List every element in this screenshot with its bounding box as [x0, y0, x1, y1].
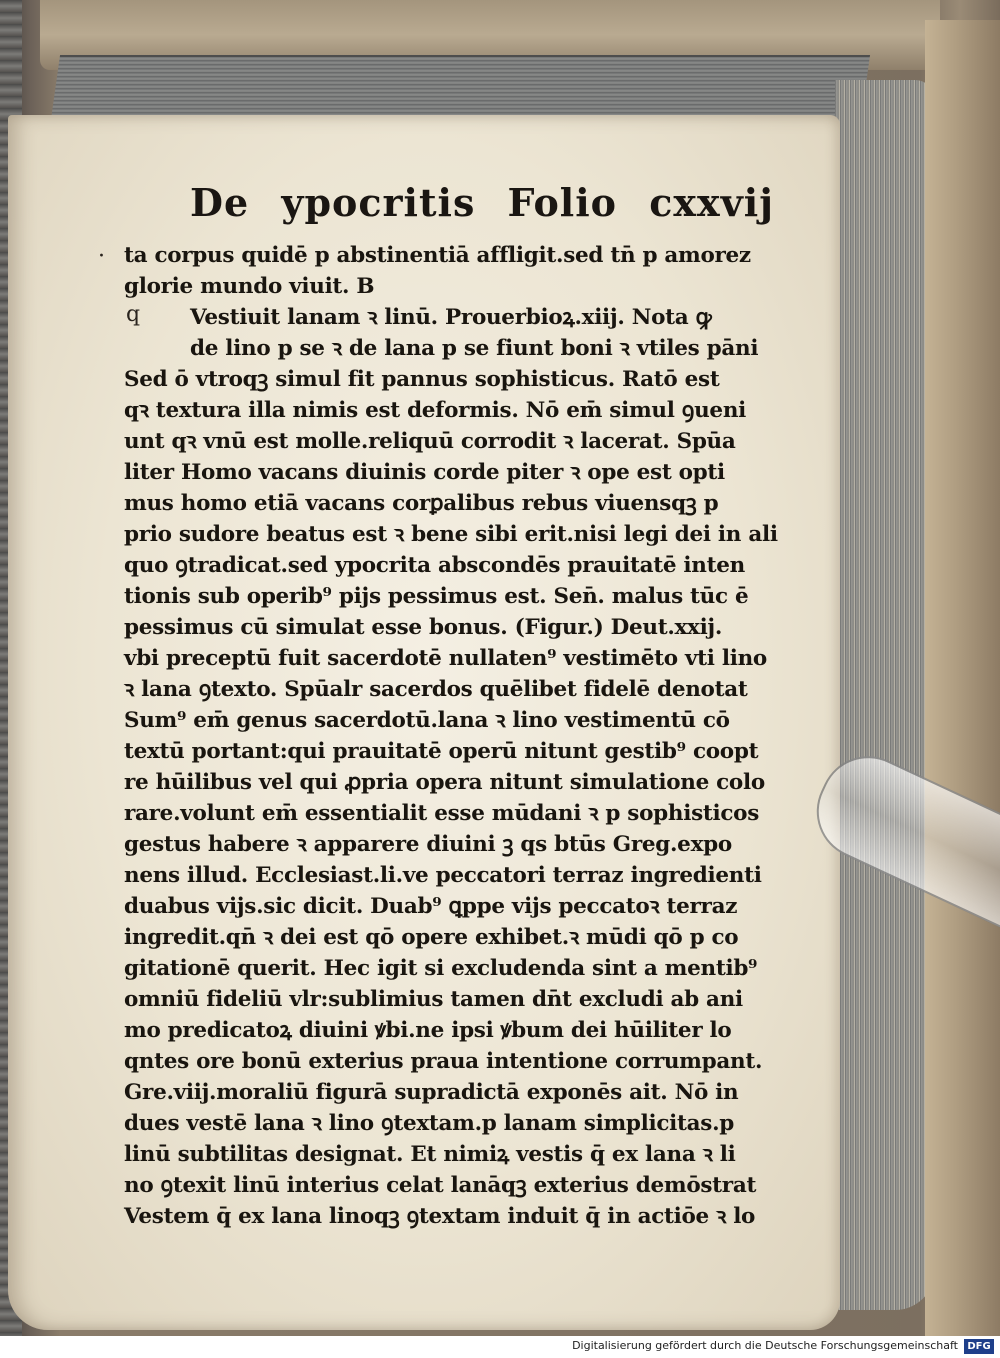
text-line: gestus habere ꝛ apparere diuini ꝫ qs btūs Greg.expo — [124, 832, 732, 857]
text-line: glorie mundo viuit. B — [124, 274, 375, 299]
text-line: no ꝯtexit linū interius celat lanāqꝫ exterius demōstrat — [124, 1173, 757, 1198]
text-line: tionis sub operib⁹ pijs pessimus est. Sen̄. malus tūc ē — [124, 584, 749, 609]
text-line: dues vestē lana ꝛ lino ꝯtextam.p lanam simplicitas.p — [124, 1111, 735, 1136]
text-line: Vestiuit lanam ꝛ linū. Prouerbioꝝ.xiij. Nota ꝙ — [190, 305, 712, 330]
text-line: Sed ō vtroqꝫ simul fit pannus sophisticus. Ratō est — [124, 367, 720, 392]
body-text — [124, 240, 778, 1232]
text-line: liter Homo vacans diuinis corde piter ꝛ ope est opti — [124, 460, 725, 485]
text-line: nens illud. Ecclesiast.li.ve peccatori terraz ingredienti — [124, 863, 762, 888]
dfg-logo: DFG — [964, 1339, 994, 1354]
text-line: prio sudore beatus est ꝛ bene sibi erit.nisi legi dei in ali — [124, 522, 778, 547]
text-line: vbi preceptū fuit sacerdotē nullaten⁹ vestimēto vti lino — [124, 646, 767, 671]
text-line: mus homo etiā vacans corꝑalibus rebus viuensqꝫ p — [124, 491, 719, 516]
text-line: qntes ore bonū exterius praua intentione corrumpant. — [124, 1049, 763, 1074]
text-line: Gre.viij.moraliū figurā supradictā exponēs ait. Nō in — [124, 1080, 739, 1105]
text-line: quo ꝯtradicat.sed ypocrita abscondēs prauitatē inten — [124, 553, 745, 578]
margin-dot: · — [98, 244, 105, 269]
text-line: textū portant:qui prauitatē operū nitunt gestib⁹ coopt — [124, 739, 759, 764]
text-line: linū subtilitas designat. Et nimiꝝ vestis q̄ ex lana ꝛ li — [124, 1142, 736, 1167]
footer-bar — [0, 1336, 1000, 1358]
page-edges-right — [835, 80, 935, 1310]
text-line: mo predicatoꝝ diuini ꝟbi.ne ipsi ꝟbum dei hūiliter lo — [124, 1018, 732, 1043]
text-line: Sum⁹ em̄ genus sacerdotū.lana ꝛ lino vestimentū cō — [124, 708, 730, 733]
text-line: duabus vijs.sic dicit. Duab⁹ ꝗppe vijs peccatoꝛ terraz — [124, 894, 738, 919]
margin-mark: q — [126, 302, 141, 327]
text-line: de lino p se ꝛ de lana p se fiunt boni ꝛ vtiles pāni — [190, 336, 759, 361]
text-line: qꝛ textura illa nimis est deformis. Nō em̄ simul ꝯueni — [124, 398, 747, 423]
text-line: Vestem q̄ ex lana linoqꝫ ꝯtextam induit q̄ in actiōe ꝛ lo — [124, 1204, 756, 1229]
text-line: rare.volunt em̄ essentialit esse mūdani ꝛ p sophisticos — [124, 801, 760, 826]
text-line: unt qꝛ vnū est molle.reliquū corrodit ꝛ lacerat. Spūa — [124, 429, 736, 454]
text-line: re hūilibus vel qui ꝓpria opera nitunt simulatione colo — [124, 770, 765, 795]
text-line: ingredit.qn̄ ꝛ dei est qō opere exhibet.ꝛ mūdi qō p co — [124, 925, 739, 950]
page-header: De ypocritis Folio cxxvij — [190, 180, 774, 225]
text-line: omniū fideliū vlr:sublimius tamen dn̄t excludi ab ani — [124, 987, 743, 1012]
text-line: ta corpus quidē p abstinentiā affligit.sed tn̄ p amorez — [124, 243, 751, 268]
text-line: ꝛ lana ꝯtexto. Spūalr sacerdos quēlibet fidelē denotat — [124, 677, 748, 702]
funding-credit: Digitalisierung gefördert durch die Deutsche Forschungsgemeinschaft — [572, 1339, 958, 1352]
text-line: pessimus cū simulat esse bonus. (Figur.) Deut.xxij. — [124, 615, 723, 640]
leather-binding-right — [925, 20, 1000, 1336]
text-line: gitationē querit. Hec igit si excludenda sint a mentib⁹ — [124, 956, 758, 981]
